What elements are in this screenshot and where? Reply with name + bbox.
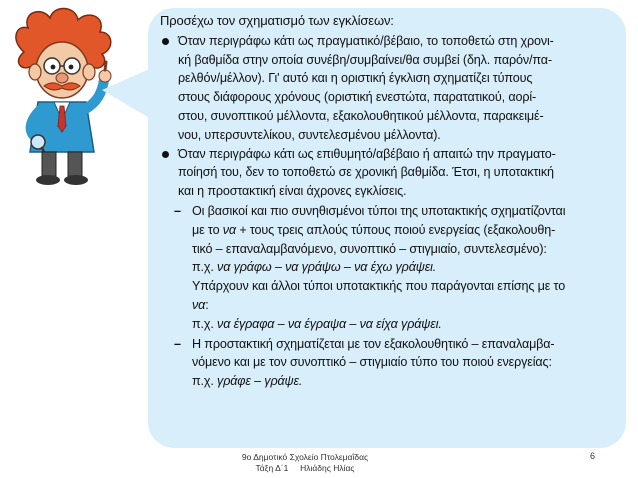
text-line: με το να + τους τρεις απλούς τύπους ποιού ενεργείας (εξακολουθη- <box>192 222 556 237</box>
speech-bubble-content <box>160 12 620 391</box>
text-line: Υπάρχουν και άλλοι τύποι υποτακτικής που παράγονται επίσης με το <box>192 279 566 294</box>
text-line: στους διάφορους χρόνους (οριστική ενεστώτα, παρατατικού, αορί- <box>178 90 537 105</box>
text-line: στου, συνοπτικού μέλλοντα, εξακολουθητικού μέλλοντα, παρακειμέ- <box>178 108 544 123</box>
text-line: ποίησή του, δεν το τοποθετώ σε χρονική βαθμίδα. Έτσι, η υποτακτική <box>178 165 554 180</box>
speech-bubble-tail <box>96 60 156 130</box>
text-line: κή βαθμίδα στην οποία συνέβη/συμβαίνει/θα συμβεί (δηλ. παρόν/πα- <box>178 52 552 67</box>
example-line: π.χ. να έγραφα – να έγραψα – να είχα γράψει. <box>192 316 442 331</box>
example-line: π.χ. γράφε – γράψε. <box>192 374 303 389</box>
text-line: νόμενο και με τον συνοπτικό – στιγμιαίο τύπο του ποιού ενεργείας: <box>192 355 552 370</box>
example-line: π.χ. να γράφω – να γράψω – να έχω γράψει. <box>192 260 437 275</box>
text-line: να: <box>192 297 209 312</box>
bullet-subjunctive-imperative <box>160 145 620 201</box>
page-number: 6 <box>590 451 596 461</box>
footer <box>200 452 410 474</box>
bullet-icon <box>162 151 169 158</box>
text-line: Όταν περιγράφω κάτι ως επιθυμητό/αβέβαιο ή απαιτώ την πραγματο- <box>178 146 556 161</box>
heading: Προσέχω τον σχηματισμό των εγκλίσεων: <box>160 13 394 28</box>
footer-class-author: Τάξη Δ΄1 Ηλιάδης Ηλίας <box>255 463 355 473</box>
dash-bullet-icon: – <box>174 203 181 218</box>
text-line: και η προστακτική είναι άχρονες εγκλίσεις. <box>178 184 407 199</box>
footer-school: 9ο Δημοτικό Σχολείο Πτολεμαΐδας <box>241 452 369 462</box>
text-line: Η προστακτική σχηματίζεται με τον εξακολουθητικό – επαναλαμβα- <box>192 336 555 351</box>
bullet-indicative <box>160 32 620 145</box>
sub-item-subjunctive <box>174 202 620 334</box>
bullet-icon <box>162 38 169 45</box>
text-line: νου, υπερσυντελίκου, συντελεσμένου μέλλοντα). <box>178 127 441 142</box>
sub-item-imperative <box>174 335 620 391</box>
dash-bullet-icon: – <box>174 336 181 351</box>
text-line: Όταν περιγράφω κάτι ως πραγματικό/βέβαιο, το τοποθετώ στη χρονι- <box>178 33 554 48</box>
text-line: ρελθόν/μέλλον). Γι' αυτό και η οριστική έγκλιση σχηματίζει τύπους <box>178 71 533 86</box>
text-line: τικό – επαναλαμβανόμενο, συνοπτικό – στιγμιαίο, συντελεσμένο): <box>192 241 547 256</box>
text-line: Οι βασικοί και πιο συνηθισμένοι τύποι της υποτακτικής σχηματίζονται <box>192 203 566 218</box>
